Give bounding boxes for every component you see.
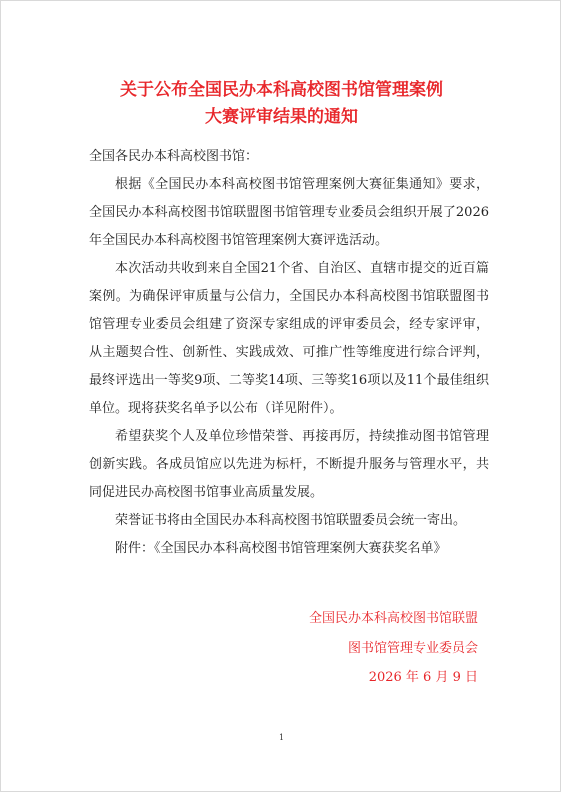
document-title-line-1: 关于公布全国民办本科高校图书馆管理案例: [120, 80, 443, 100]
signature-organization-line-2: 图书馆管理专业委员会: [347, 641, 478, 656]
signature-organization-line-1: 全国民办本科高校图书馆联盟: [308, 611, 478, 626]
greeting: 全国各民办本科高校图书馆：: [89, 149, 259, 164]
attachment-link[interactable]: 附件：《全国民办本科高校图书馆管理案例大赛获奖名单》: [115, 541, 447, 556]
document-title-line-2: 大赛评审结果的通知: [205, 107, 358, 127]
paragraph-certificates: [89, 507, 489, 535]
paragraph-text: 希望获奖个人及单位珍惜荣誉、再接再厉，持续推动图书馆管理创新实践。各成员馆应以先进为标杆，不断提升服务与管理水平，共同促进民办高校图书馆事业高质量发展。: [89, 429, 489, 500]
signature-date: 2026 年 6 月 9 日: [368, 670, 478, 685]
page-number: 1: [278, 733, 285, 742]
paragraph-requirement: [89, 171, 489, 255]
paragraph-results: [89, 255, 489, 423]
paragraph-text: 荣誉证书将由全国民办本科高校图书馆联盟委员会统一寄出。: [115, 513, 467, 528]
paragraph-text: 本次活动共收到来自全国21个省、自治区、直辖市提交的近百篇案例。为确保评审质量与公信力，全国民办本科高校图书馆联盟图书馆管理专业委员会组建了资深专家组成的评审委员会，经专家评审，从主题契合性、创新性、实践成效、可推广性等维度进行综合评判，最终评选出一等奖9项、二等奖14项、三等奖16项以及11个最佳组织单位。现将获奖名单予以公布（详见附件）。: [89, 261, 489, 416]
paragraph-attachment: [89, 535, 489, 563]
paragraph-text: 根据《全国民办本科高校图书馆管理案例大赛征集通知》要求，全国民办本科高校图书馆联盟图书馆管理专业委员会组织开展了2026年全国民办本科高校图书馆管理案例大赛评选活动。: [89, 177, 489, 248]
paragraph-encouragement: [89, 423, 489, 507]
